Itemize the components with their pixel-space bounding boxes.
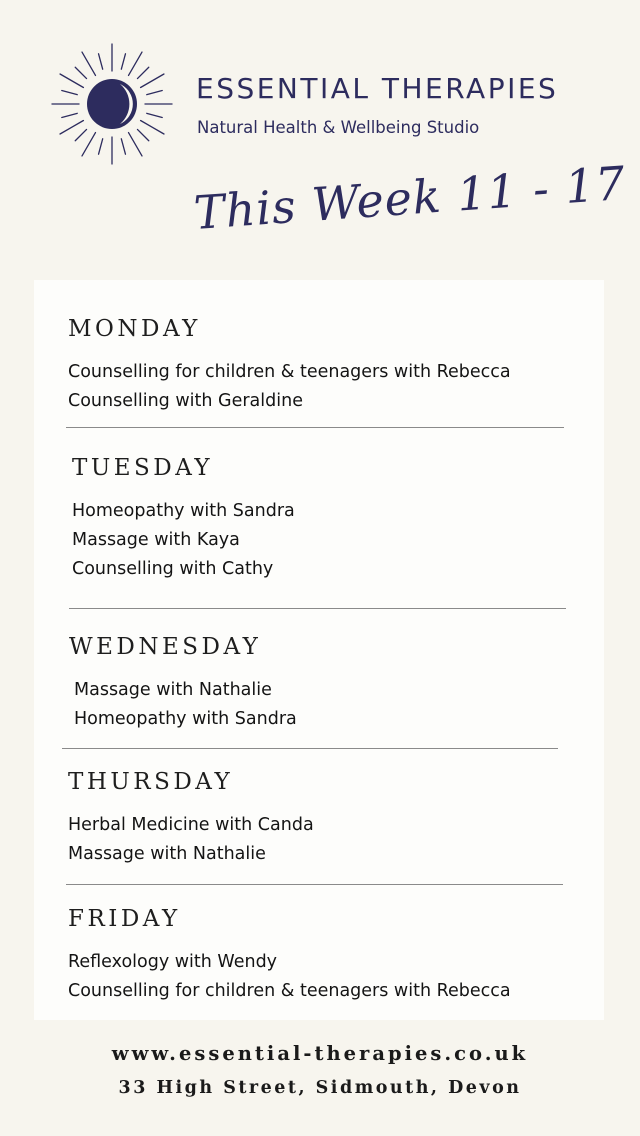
sun-ray <box>147 113 162 117</box>
sun-ray <box>137 67 148 78</box>
brand-title: ESSENTIAL THERAPIES <box>196 72 559 105</box>
brand-subtitle: Natural Health & Wellbeing Studio <box>197 118 480 137</box>
session-item: Homeopathy with Sandra <box>72 501 295 521</box>
sun-moon-logo-icon <box>48 40 176 168</box>
sun-ray <box>121 139 125 154</box>
sun-ray <box>141 74 164 88</box>
sun-ray <box>99 54 103 69</box>
sun-ray <box>62 91 77 95</box>
sun-ray <box>60 74 83 88</box>
website-url: www.essential-therapies.co.uk <box>111 1042 529 1065</box>
day-friday <box>68 906 511 1006</box>
session-item: Herbal Medicine with Canda <box>68 815 314 835</box>
day-tuesday <box>72 455 295 584</box>
sun-ray <box>82 133 96 156</box>
sun-ray <box>60 121 83 135</box>
sun-ray <box>137 129 148 140</box>
sun-ray <box>129 133 143 156</box>
day-name: WEDNESDAY <box>69 634 262 660</box>
session-item: Reflexology with Wendy <box>68 952 278 972</box>
sun-ray <box>75 129 86 140</box>
sun-ray <box>75 67 86 78</box>
day-name: THURSDAY <box>68 769 234 795</box>
session-item: Counselling with Cathy <box>72 559 274 579</box>
sun-ray <box>99 139 103 154</box>
sun-ray <box>141 121 164 135</box>
session-item: Counselling for children & teenagers with Rebecca <box>68 981 511 1001</box>
session-item: Counselling with Geraldine <box>68 391 303 411</box>
day-wednesday <box>69 634 297 734</box>
schedule-card <box>34 280 604 1020</box>
week-title: This Week 11 - 17 <box>192 155 628 240</box>
session-item: Massage with Kaya <box>72 530 240 550</box>
session-item: Counselling for children & teenagers with Rebecca <box>68 362 511 382</box>
day-monday <box>68 316 511 416</box>
sun-ray <box>82 52 96 75</box>
sun-ray <box>147 91 162 95</box>
divider <box>66 427 564 428</box>
day-name: TUESDAY <box>72 455 214 481</box>
divider <box>62 748 558 749</box>
studio-address: 33 High Street, Sidmouth, Devon <box>118 1078 522 1098</box>
divider <box>66 884 563 885</box>
session-item: Massage with Nathalie <box>68 844 266 864</box>
session-item: Homeopathy with Sandra <box>74 709 297 729</box>
session-item: Massage with Nathalie <box>74 680 272 700</box>
day-thursday <box>68 769 314 869</box>
sun-ray <box>62 113 77 117</box>
day-name: FRIDAY <box>68 906 181 932</box>
sun-ray <box>121 54 125 69</box>
divider <box>69 608 566 609</box>
sun-ray <box>129 52 143 75</box>
day-name: MONDAY <box>68 316 201 342</box>
